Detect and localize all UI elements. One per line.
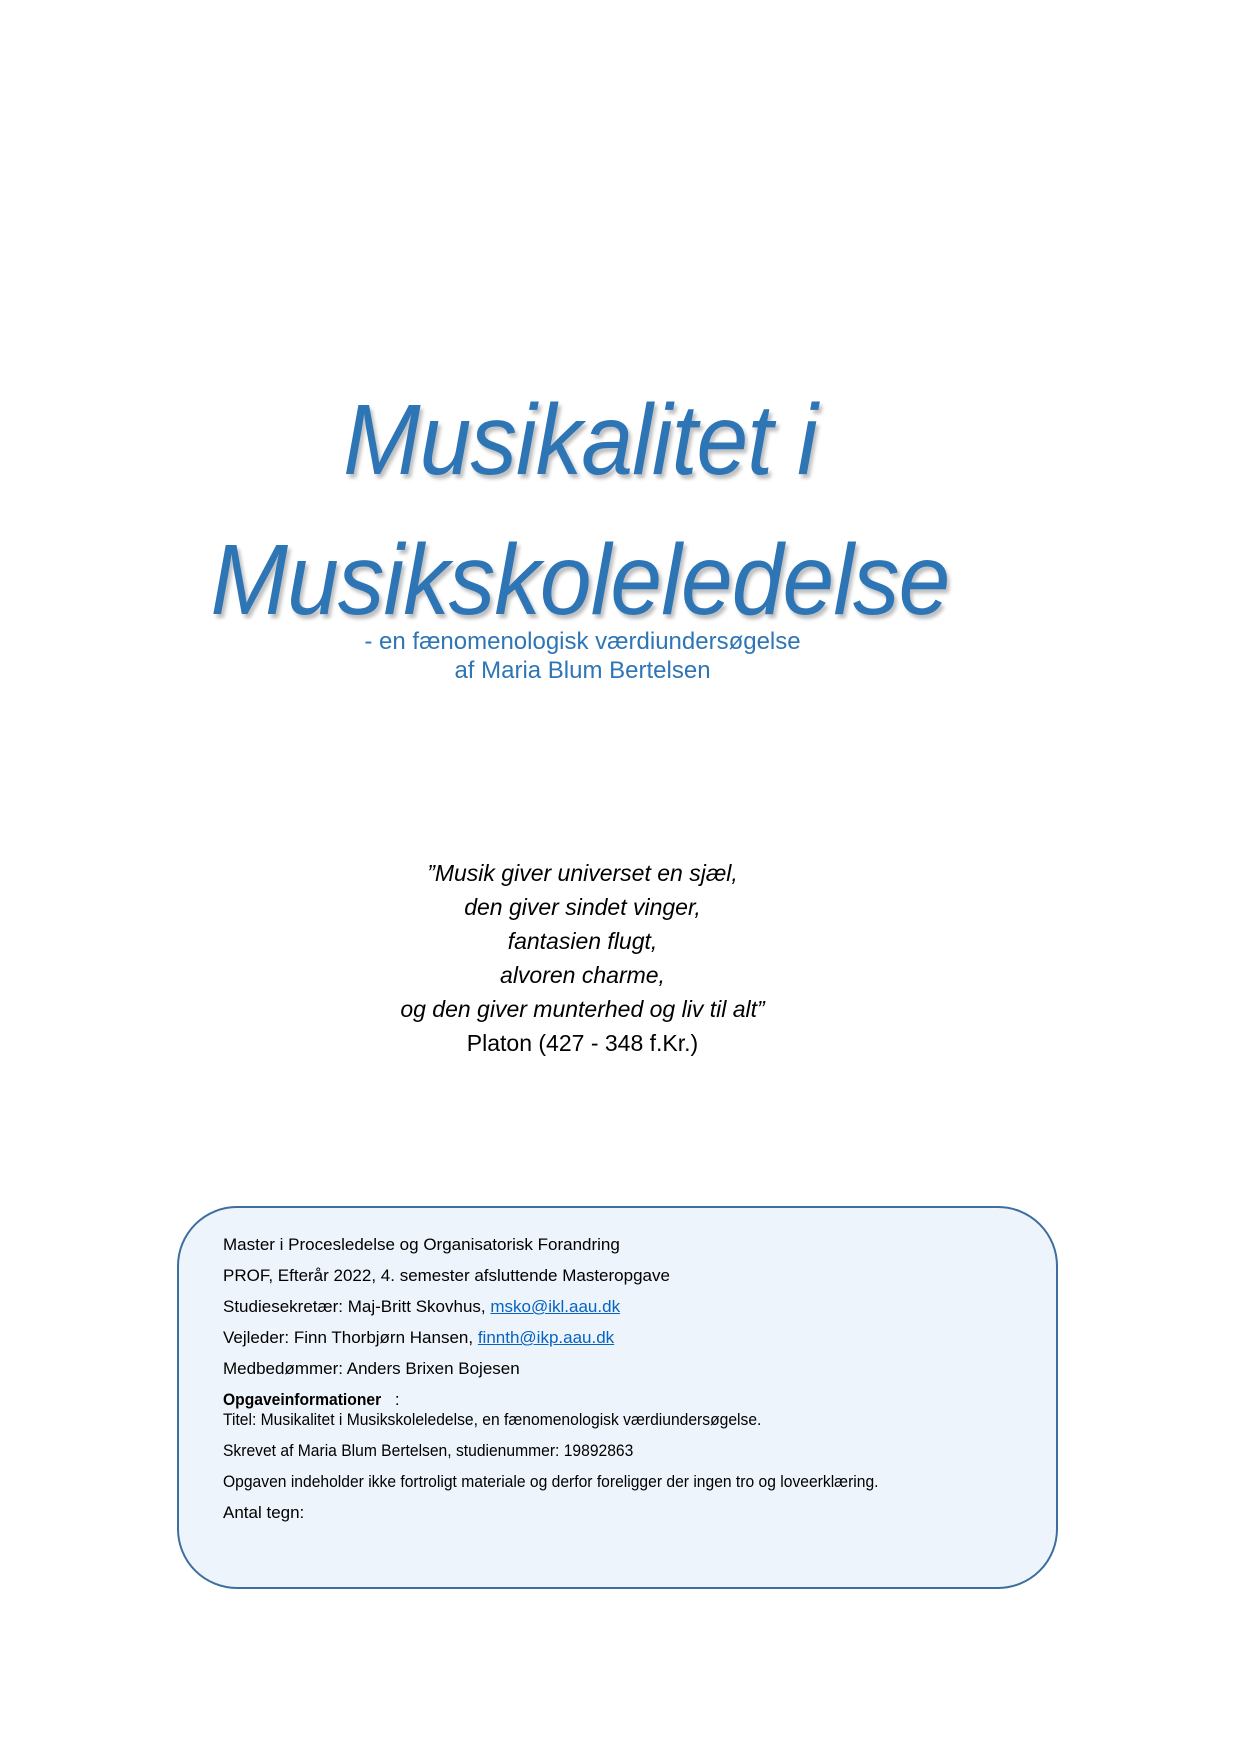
char-count-line: Antal tegn: xyxy=(223,1503,305,1522)
supervisor-email-link[interactable]: finnth@ikp.aau.dk xyxy=(477,1328,615,1347)
document-author-byline: af Maria Blum Bertelsen xyxy=(454,657,711,684)
confidentiality-line xyxy=(223,1472,936,1492)
epigraph-quote xyxy=(0,856,1165,1060)
quote-line: fantasien flugt, xyxy=(507,928,658,954)
quote-line: ”Musik giver universet en sjæl, xyxy=(427,860,738,886)
author-line xyxy=(223,1441,936,1461)
secretary-label: Studiesekretær: Maj-Britt Skovhus, xyxy=(223,1297,491,1316)
secretary-email-link[interactable]: msko@ikl.aau.dk xyxy=(490,1297,621,1316)
task-info-heading-text: Opgaveinformationer xyxy=(223,1390,382,1409)
quote-line: og den giver munterhed og liv til alt” xyxy=(400,996,765,1022)
secretary-line xyxy=(223,1297,936,1317)
quote-line: alvoren charme, xyxy=(500,962,665,988)
title-line xyxy=(223,1410,936,1430)
document-title-line-2: Musikskoleledelse xyxy=(210,524,950,636)
document-title-line-1: Musikalitet i xyxy=(343,384,817,496)
quote-line: den giver sindet vinger, xyxy=(464,894,701,920)
document-subtitle: - en fænomenologisk værdiundersøgelse xyxy=(364,628,801,655)
co-examiner-line: Medbedømmer: Anders Brixen Bojesen xyxy=(223,1359,520,1378)
task-info-heading-colon: : xyxy=(394,1390,400,1409)
supervisor-label: Vejleder: Finn Thorbjørn Hansen, xyxy=(223,1328,478,1347)
quote-author: Platon (427 - 348 f.Kr.) xyxy=(466,1030,699,1056)
author-line-text: Skrevet af Maria Blum Bertelsen, studienummer: 19892863 xyxy=(223,1441,634,1460)
title-line-text: Titel: Musikalitet i Musikskoleledelse, en fænomenologisk værdiundersøgelse. xyxy=(223,1410,762,1429)
confidentiality-text: Opgaven indeholder ikke fortroligt materiale og derfor foreligger der ingen tro og loveerklæring. xyxy=(223,1472,879,1491)
task-info-heading xyxy=(223,1390,936,1410)
thesis-info-box xyxy=(177,1206,1058,1589)
program-line: Master i Procesledelse og Organisatorisk Forandring xyxy=(223,1235,620,1254)
info-lines xyxy=(223,1235,936,1534)
semester-line: PROF, Efterår 2022, 4. semester afsluttende Masteropgave xyxy=(223,1266,670,1285)
supervisor-line xyxy=(223,1328,936,1348)
